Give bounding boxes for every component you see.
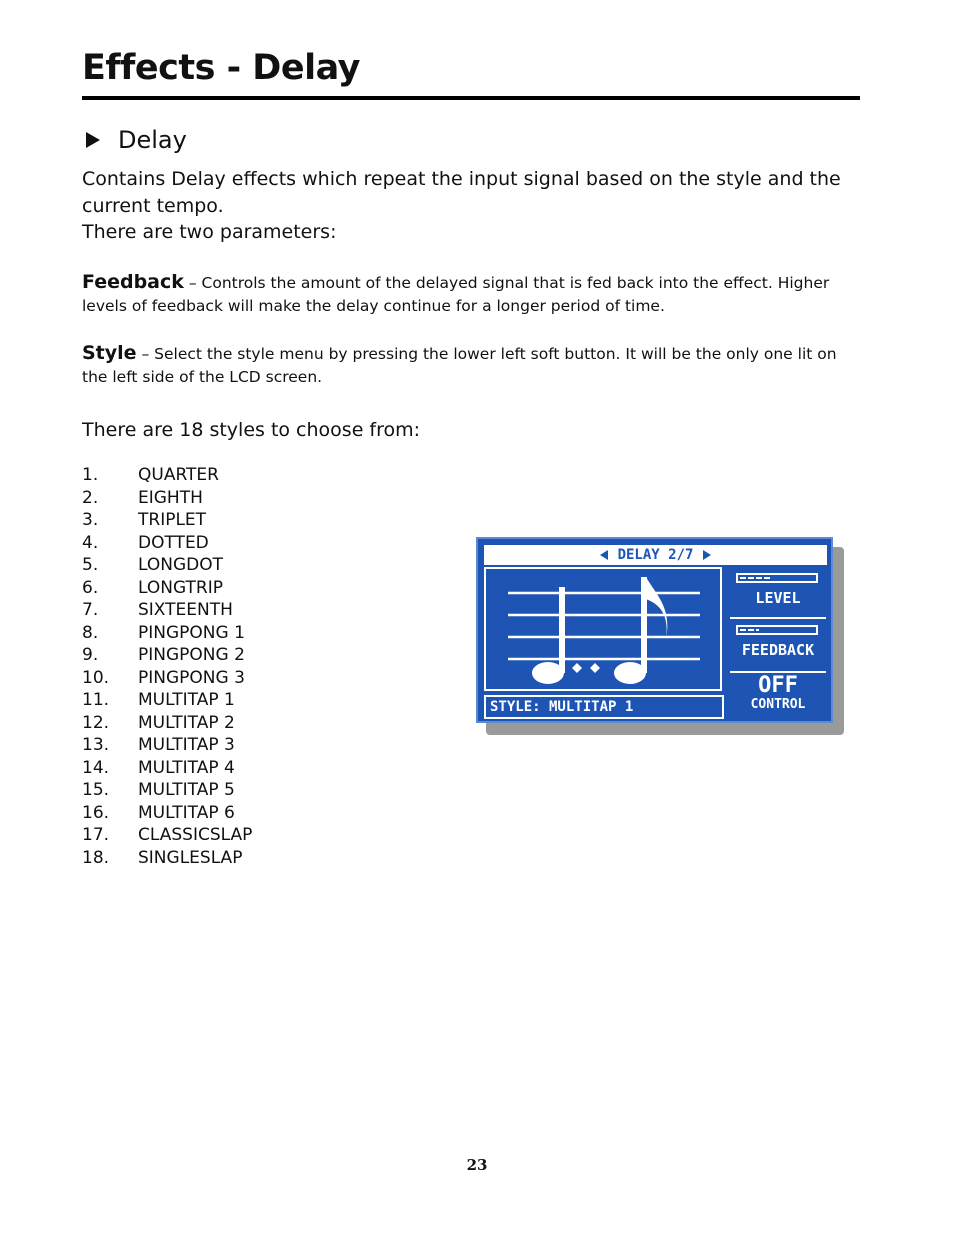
arrow-right-icon [703,550,711,560]
style-name: MULTITAP 3 [138,735,235,755]
params-intro: There are two parameters: [82,221,337,243]
page-number: 23 [466,1156,488,1174]
style-name: PINGPONG 2 [138,645,245,665]
lcd-control-softkey[interactable] [730,673,826,721]
style-list-item [82,667,252,690]
feedback-label: FEEDBACK [741,641,815,659]
style-list-item [82,802,252,825]
lcd-display-area [484,567,722,691]
param-name: Feedback [82,271,184,293]
style-list-item [82,487,252,510]
lcd-header-label: DELAY 2/7 [617,547,694,563]
style-name: LONGTRIP [138,577,223,598]
style-name: MULTITAP 5 [138,780,235,800]
music-note-icon [486,569,720,689]
style-number: 14. [82,757,110,778]
style-list-item [82,824,252,847]
style-name: MULTITAP 2 [138,712,235,733]
level-meter-fill [740,577,770,579]
title-rule [82,96,860,100]
lcd-header [484,545,827,565]
style-name: EIGHTH [138,487,203,508]
style-list [82,464,252,869]
style-list-item [82,599,252,622]
level-meter [736,573,818,583]
style-number: 10. [82,667,110,688]
style-list-item [82,689,252,712]
style-number: 1. [82,465,99,485]
param-desc: Controls the amount of the delayed signal that is fed back into the effect. Higher levels of feedback will make the delay continue for a longer period of time. [82,274,830,315]
level-label: LEVEL [755,589,801,607]
style-name: MULTITAP 1 [138,690,235,710]
style-name: LONGDOT [138,555,223,575]
style-list-item [82,734,252,757]
section-heading [86,126,187,154]
style-name: SINGLESLAP [138,847,243,868]
style-number: 12. [82,712,110,733]
style-list-item [82,554,252,577]
lcd-screen-image [476,537,846,737]
style-name: MULTITAP 6 [138,802,235,823]
style-number: 18. [82,847,110,868]
style-list-item [82,509,252,532]
bullet-triangle-icon [86,132,100,148]
style-number: 6. [82,577,99,598]
style-number: 8. [82,622,99,643]
style-name: TRIPLET [138,510,207,530]
control-value: OFF [758,673,798,698]
arrow-left-icon [600,550,608,560]
style-number: 9. [82,645,99,665]
style-name: SIXTEENTH [138,600,233,620]
style-list-item [82,847,252,870]
param-style: Style – Select the style menu by pressing the lower left soft button. It will be the only one lit on the left side of the LCD screen. [82,342,837,386]
style-number: 15. [82,780,110,800]
style-list-item [82,532,252,555]
lcd-screen [476,537,833,723]
style-name: PINGPONG 1 [138,622,245,643]
style-name: DOTTED [138,532,209,553]
feedback-meter [736,625,818,635]
style-number: 16. [82,802,110,823]
section-title: Delay [118,126,187,154]
intro-text: Contains Delay effects which repeat the input signal based on the style and the current tempo. [82,168,841,217]
param-feedback: Feedback – Controls the amount of the delayed signal that is fed back into the effect. Higher levels of feedback will make the delay continue for a longer period of time. [82,271,830,315]
style-number: 3. [82,510,99,530]
style-number: 5. [82,555,99,575]
feedback-meter-fill [740,629,759,631]
param-desc: Select the style menu by pressing the lower left soft button. It will be the only one lit on the left side of the LCD screen. [82,345,837,386]
style-number: 2. [82,487,99,508]
lcd-feedback-softkey[interactable] [730,619,826,673]
style-list-item [82,464,252,487]
lcd-style-line: STYLE: MULTITAP 1 [484,695,724,719]
style-list-item [82,644,252,667]
style-list-item [82,577,252,600]
style-number: 11. [82,690,110,710]
control-label: CONTROL [750,697,806,712]
style-name: CLASSICSLAP [138,825,253,845]
style-list-item [82,757,252,780]
style-list-item [82,712,252,735]
style-name: MULTITAP 4 [138,757,235,778]
style-list-item [82,622,252,645]
styles-intro: There are 18 styles to choose from: [82,419,421,441]
style-name: PINGPONG 3 [138,667,245,688]
style-number: 17. [82,825,110,845]
style-number: 13. [82,735,110,755]
style-number: 7. [82,600,99,620]
lcd-level-softkey[interactable] [730,567,826,619]
style-list-item [82,779,252,802]
style-number: 4. [82,532,99,553]
page-title: Effects - Delay [82,48,360,88]
style-name: QUARTER [138,465,219,485]
param-name: Style [82,342,137,364]
